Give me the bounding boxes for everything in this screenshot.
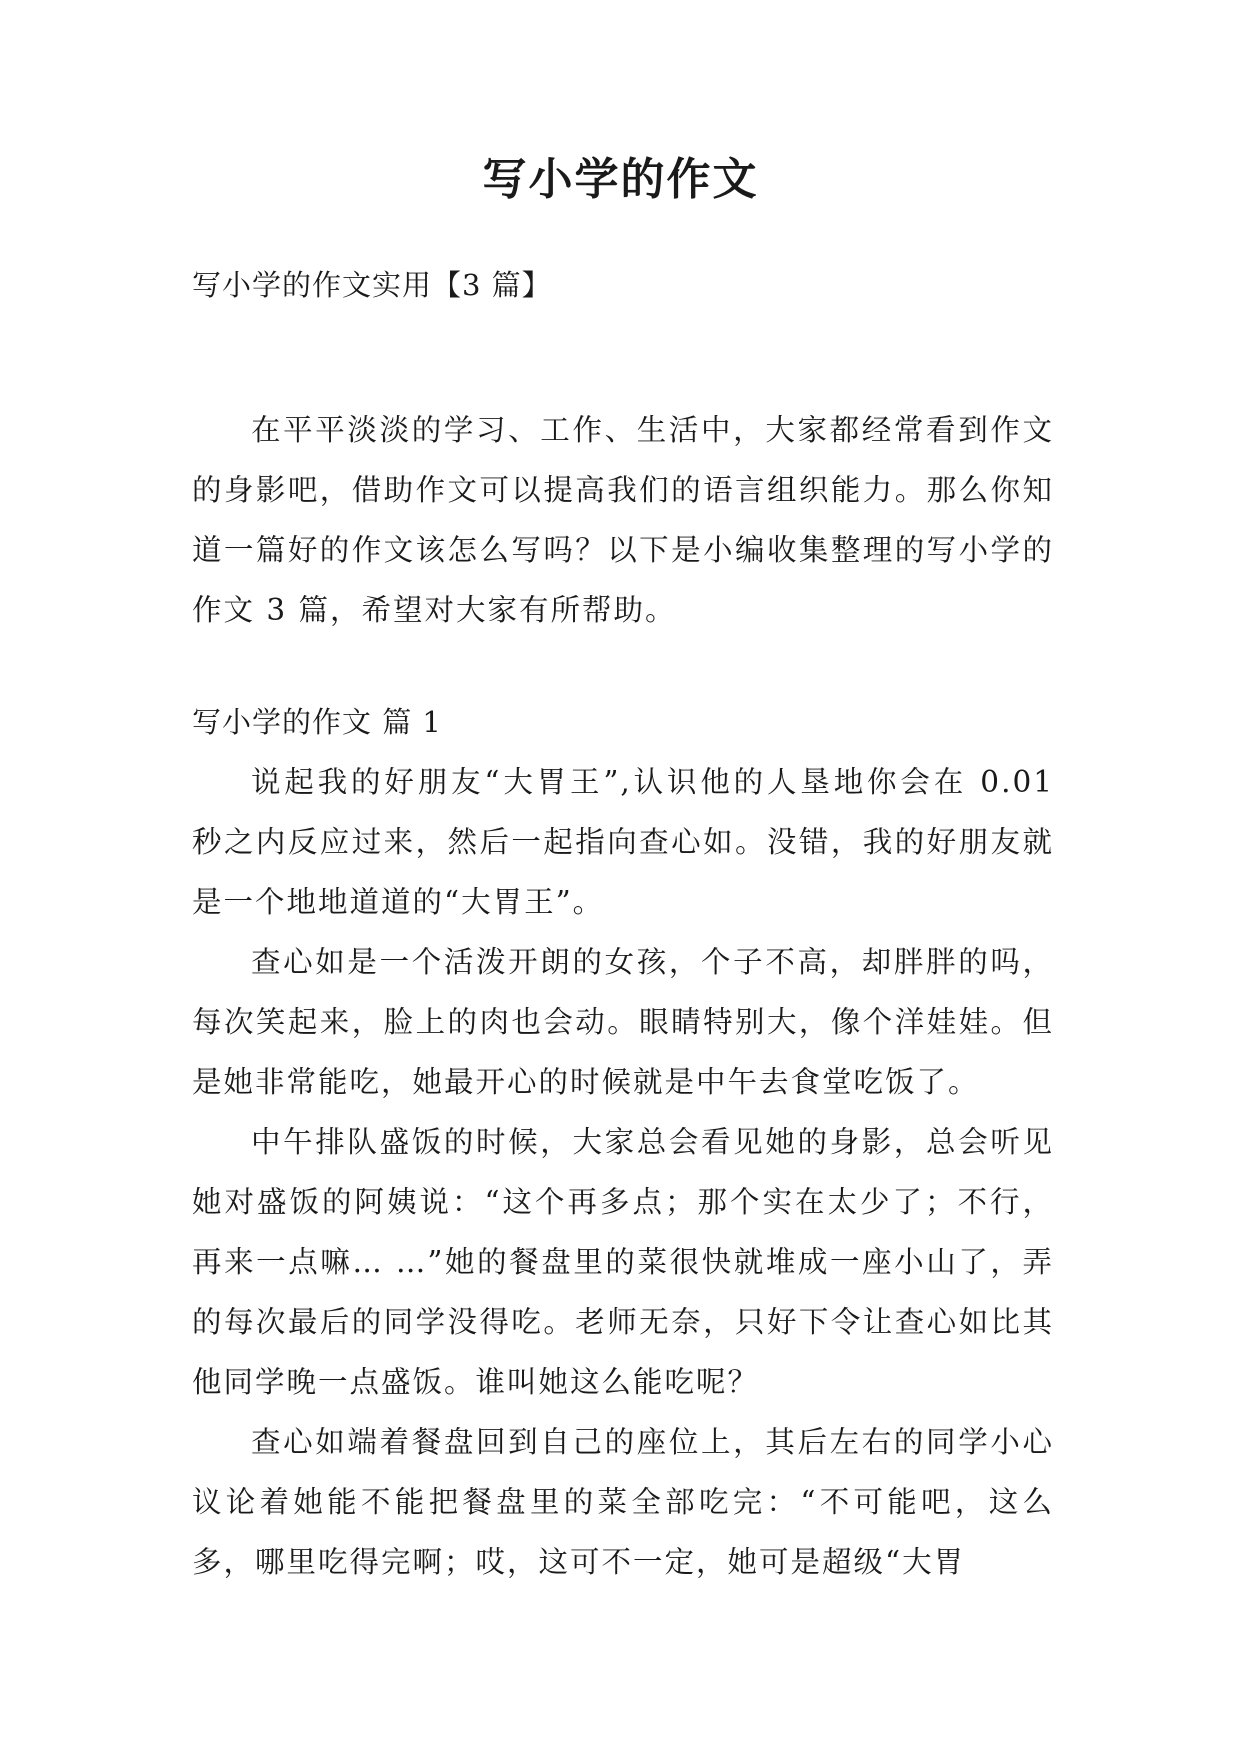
document-title: 写小学的作文 <box>482 154 759 205</box>
body-paragraph: 中午排队盛饭的时候，大家总会看见她的身影，总会听见她对盛饭的阿姨说：“这个再多点；那个实在太少了；不行，再来一点嘛… …”她的餐盘里的菜很快就堆成一座小山了，弄的每次最后的同学没得吃。老师无奈，只好下令让查心如比其他同学晚一点盛饭。谁叫她这么能吃呢？ <box>192 1125 1054 1399</box>
body-paragraph: 查心如是一个活泼开朗的女孩，个子不高，却胖胖的吗，每次笑起来，脸上的肉也会动。眼睛特别大，像个洋娃娃。但是她非常能吃，她最开心的时候就是中午去食堂吃饭了。 <box>192 945 1054 1099</box>
intro-paragraph: 在平平淡淡的学习、工作、生活中，大家都经常看到作文的身影吧，借助作文可以提高我们的语言组织能力。那么你知道一篇好的作文该怎么写吗？以下是小编收集整理的写小学的作文 3 篇，希望对大家有所帮助。 <box>192 413 1054 627</box>
section-heading: 写小学的作文 篇 1 <box>192 705 442 739</box>
body-paragraph: 说起我的好朋友“大胃王”,认识他的人垦地你会在 0.01 秒之内反应过来，然后一起指向查心如。没错，我的好朋友就是一个地地道道的“大胃王”。 <box>192 765 1054 919</box>
body-paragraph: 查心如端着餐盘回到自己的座位上，其后左右的同学小心议论着她能不能把餐盘里的菜全部吃完：“不可能吧，这么多，哪里吃得完啊；哎，这可不一定，她可是超级“大胃 <box>192 1425 1054 1579</box>
document-subtitle: 写小学的作文实用【3 篇】 <box>192 268 552 302</box>
